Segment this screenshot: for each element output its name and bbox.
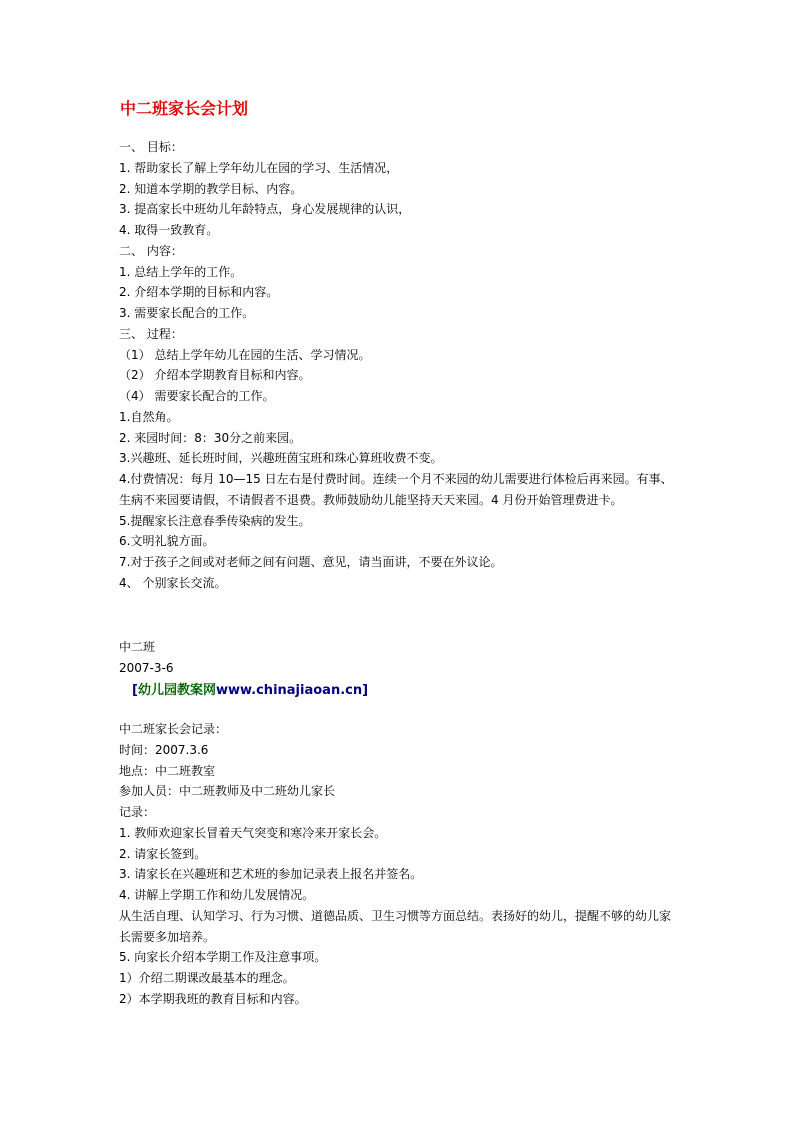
plan-line: 2. 来园时间：8：30分之前来园。 [119, 430, 302, 445]
plan-line: 三、 过程： [119, 326, 183, 341]
record-line: 4. 讲解上学期工作和幼儿发展情况。 [119, 888, 315, 902]
plan-line: 3. 需要家长配合的工作。 [119, 306, 255, 320]
signature-class-name: 中二班 [119, 640, 156, 654]
record-section [119, 719, 679, 1010]
watermark-open-bracket: [ [132, 683, 138, 698]
watermark-url: www.chinajiaoan.cn [215, 683, 363, 698]
plan-line: 2. 介绍本学期的目标和内容。 [119, 285, 279, 300]
record-line: 记录： [119, 805, 156, 819]
plan-line: 4、 个别家长交流。 [119, 575, 227, 590]
plan-line: （1） 总结上学年幼儿在园的生活、学习情况。 [119, 347, 371, 362]
plan-line: （4） 需要家长配合的工作。 [119, 389, 275, 403]
plan-line: 1. 总结上学年的工作。 [119, 264, 243, 279]
record-line: 中二班家长会记录： [119, 722, 228, 736]
plan-line: 3. 提高家长中班幼儿年龄特点，身心发展规律的认识， [119, 202, 411, 217]
plan-line: 一、 目标： [119, 140, 183, 154]
signature-date: 2007-3-6 [119, 661, 174, 675]
record-line: 2. 请家长签到。 [119, 846, 207, 861]
record-line: 3. 请家长在兴趣班和艺术班的参加记录表上报名并签名。 [119, 867, 423, 882]
plan-line: 6.文明礼貌方面。 [119, 534, 215, 549]
plan-line: 7.对于孩子之间或对老师之间有问题、意见，请当面讲，不要在外议论。 [119, 555, 503, 569]
plan-paragraph: 4.付费情况：每月 10—15 日左右是付费时间。连续一个月不来园的幼儿需要进行体检后再来园。有事、生病不来园要请假，不请假者不退费。教师鼓励幼儿能坚持天天来园。4 月份开始管理费进卡。 [119, 472, 673, 507]
watermark-link[interactable] [132, 679, 368, 698]
plan-section [119, 137, 679, 594]
document-title: 中二班家长会计划 [120, 99, 249, 118]
record-line: 地点：中二班教室 [119, 763, 216, 778]
plan-line: 二、 内容： [119, 243, 183, 258]
watermark-close-bracket: ] [362, 683, 369, 698]
record-line: 1）介绍二期课改最基本的理念。 [119, 971, 295, 985]
plan-line: 5.提醒家长注意春季传染病的发生。 [119, 513, 311, 528]
record-line: 2）本学期我班的教育目标和内容。 [119, 991, 307, 1006]
record-line: 5. 向家长介绍本学期工作及注意事项。 [119, 950, 327, 965]
plan-line: 1.自然角。 [119, 409, 179, 424]
watermark-site-name: 幼儿园教案网 [137, 683, 216, 698]
record-line: 时间：2007.3.6 [119, 742, 209, 757]
plan-line: 4. 取得一致教育。 [119, 223, 219, 237]
record-paragraph: 从生活自理、认知学习、行为习惯、道德品质、卫生习惯等方面总结。表扬好的幼儿，提醒不够的幼儿家长需要多加培养。 [119, 908, 672, 944]
plan-line: 1. 帮助家长了解上学年幼儿在园的学习、生活情况， [119, 160, 399, 175]
plan-line: （2） 介绍本学期教育目标和内容。 [119, 368, 311, 383]
record-line: 参加人员：中二班教师及中二班幼儿家长 [119, 784, 336, 799]
plan-line: 2. 知道本学期的教学目标、内容。 [119, 181, 303, 196]
plan-line: 3.兴趣班、延长班时间，兴趣班茵宝班和珠心算班收费不变。 [119, 451, 443, 466]
record-line: 1. 教师欢迎家长冒着天气突变和寒冷来开家长会。 [119, 825, 387, 840]
